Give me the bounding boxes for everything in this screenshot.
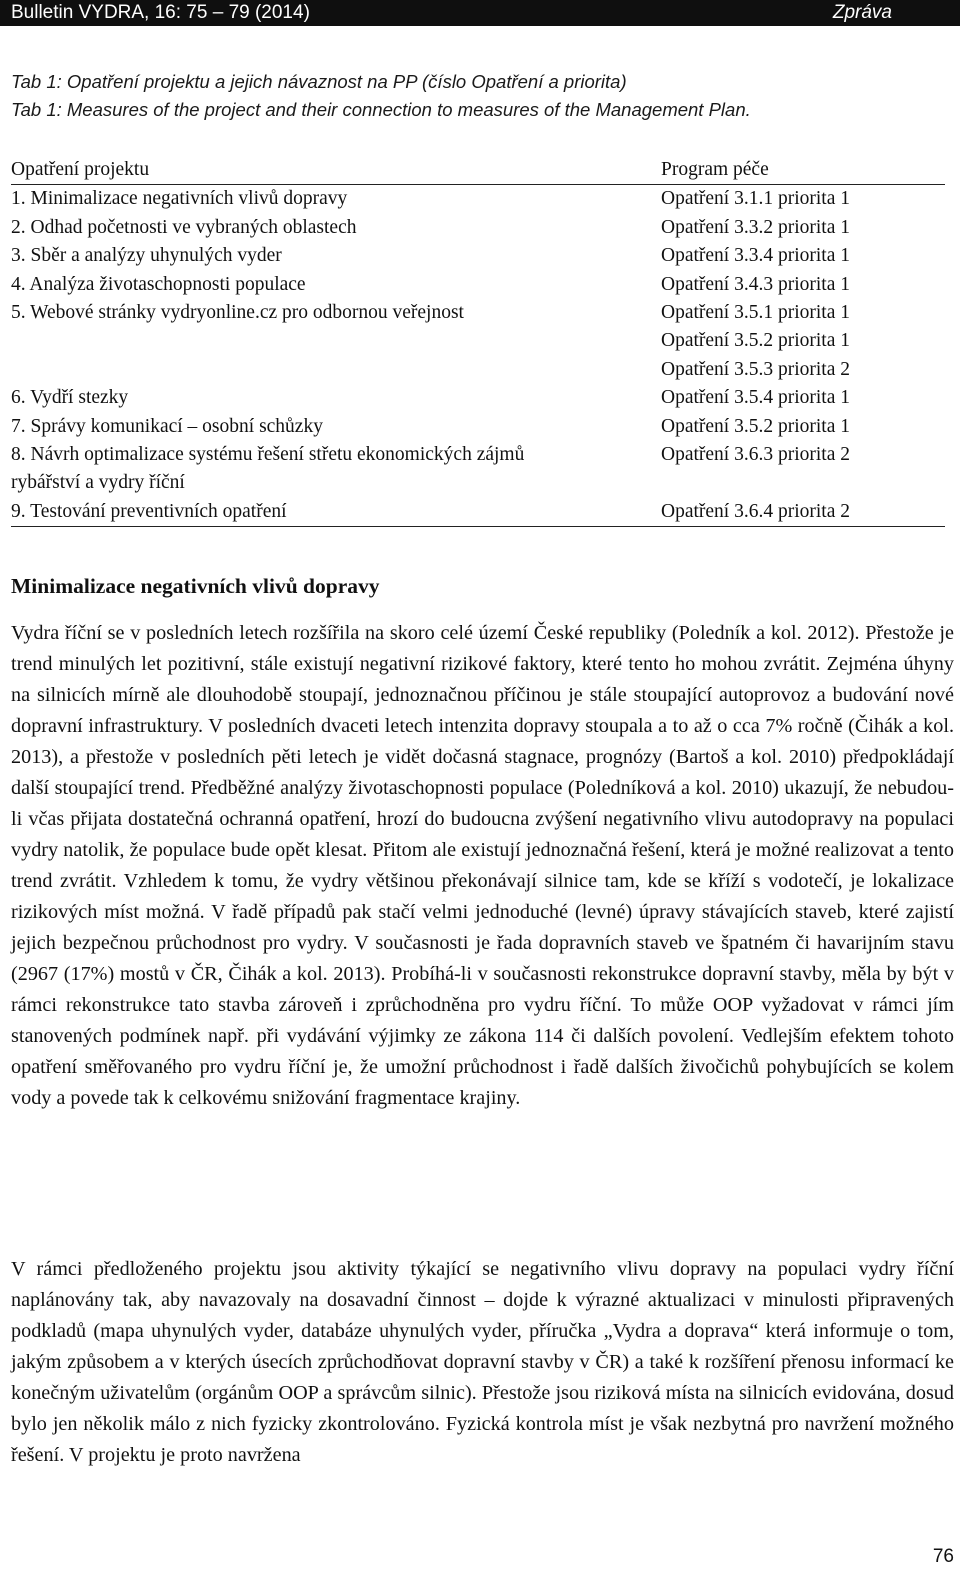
table-row [11,441,945,469]
page-number: 76 [932,1546,954,1567]
table-row [11,214,945,242]
body-paragraph: V rámci předloženého projektu jsou aktivity týkající se negativního vlivu dopravy na populaci vydry říční naplánovány tak, aby navazovaly na dosavadní činnost – dojde k výrazné aktualizaci v minulosti připravených podkladů (mapa uhynulých vyder, databáze uhynulých vyder, příručka „Vydra a doprava“ která informuje o tom, jakým způsobem a v kterých úsecích zprůchodňovat dopravní stavby v ČR) a také k rozšíření přenosu informací ke konečným uživatelům (orgánům OOP a správcům silnic). Přestože jsou riziková místa na silnicích evidována, dosud bylo jen několik málo z nich fyzicky zkontrolováno. Fyzická kontrola míst je však nezbytná pro navržení možného řešení. V projektu je proto navržena [11,1258,954,1466]
measures-table [11,156,945,527]
table-row [11,413,945,441]
table-row [11,384,945,412]
table-header-plan: Program péče [661,159,769,180]
table-cell-plan: Opatření 3.1.1 priorita 1 [661,188,850,210]
body-paragraph: Vydra říční se v posledních letech rozšířila na skoro celé území České republiky (Poledník a kol. 2012). Přestože je trend minulých let pozitivní, stále existují negativní rizikové faktory, které tento ho mohou zvrátit. Zejména úhyny na silnicích mírně ale dlouhodobě stoupají, jednoznačnou příčinou je stále stoupající autoprovoz a budování nové dopravní infrastruktury. V posledních dvaceti letech intenzita dopravy stoupala a to až o cca 7% ročně (Čihák a kol. 2013), a přestože v posledních pěti letech je vidět dočasná stagnace, prognózy (Bartoš a kol. 2010) předpokládají další stoupající trend. Předběžné analýzy životaschopnosti populace (Poledníková a kol. 2010) ukazují, že nebudou-li včas přijata dostatečná ochranná opatření, hrozí do budoucna zvýšení negativního vlivu autodopravy na populaci vydry natolik, že populace bude opět klesat. Přitom ale existují jednoznačná řešení, která je možné realizovat a tento trend zvrátit. Vzhledem k tomu, že vydry většinou překonávají silnice tam, kde se kříží s vodotečí, je lokalizace rizikových míst možná. V řadě případů pak stačí velmi jednoduché (levné) úpravy stávajících staveb, které zajistí jejich bezpečnou průchodnost pro vydry. V současnosti je řada dopravních staveb ve špatném či havarijním stavu (2967 (17%) mostů v ČR, Čihák a kol. 2013). Probíhá-li v současnosti rekonstrukce dopravní stavby, měla by být v rámci rekonstrukce tato stavba zároveň i zprůchodněna pro vydru říční. To může OOP vyžadovat v rámci jím stanovených podmínek např. při vydávání výjimky ze zákona 114 či dalších povolení. Vedlejším efektem tohoto opatření směřovaného pro vydru říční je, že umožní průchodnost i řadě dalších živočichů pohybujících se kolem vody a povede tak k celkovému snižování fragmentace krajiny. [11,622,954,1109]
table-cell-measure: 9. Testování preventivních opatření [11,500,287,522]
table-caption-cz: Tab 1: Opatření projektu a jejich návaznost na PP (číslo Opatření a priorita) [11,71,627,92]
table-cell-measure: rybářství a vydry říční [11,472,185,494]
table-cell-plan: Opatření 3.3.4 priorita 1 [661,245,850,267]
table-cell-measure: 3. Sběr a analýzy uhynulých vyder [11,245,282,267]
table-row [11,185,945,213]
table-row [11,356,945,384]
table-row [11,242,945,270]
table-row [11,299,945,327]
table-caption-en: Tab 1: Measures of the project and their connection to measures of the Management Plan. [11,99,751,120]
table-row [11,469,945,497]
table-header-project: Opatření projektu [11,159,150,180]
section-label: Zpráva [832,2,892,23]
table-row [11,327,945,355]
table-cell-measure: 7. Správy komunikací – osobní schůzky [11,415,323,437]
table-cell-plan: Opatření 3.5.2 priorita 1 [661,330,850,352]
table-cell-measure: 5. Webové stránky vydryonline.cz pro odbornou veřejnost [11,301,464,323]
table-cell-plan: Opatření 3.5.1 priorita 1 [661,301,850,323]
section-title: Minimalizace negativních vlivů dopravy [11,574,380,598]
table-row [11,498,945,527]
table-cell-measure: 4. Analýza životaschopnosti populace [11,273,306,295]
table-header-row [11,156,945,185]
table-cell-plan: Opatření 3.6.4 priorita 2 [661,500,850,522]
table-cell-plan: Opatření 3.4.3 priorita 1 [661,273,850,295]
table-cell-measure: 2. Odhad početnosti ve vybraných oblastech [11,216,357,238]
table-cell-measure: 8. Návrh optimalizace systému řešení střetu ekonomických zájmů [11,443,525,465]
table-cell-plan: Opatření 3.6.3 priorita 2 [661,443,850,465]
table-cell-measure: 6. Vydří stezky [11,387,129,409]
table-cell-plan: Opatření 3.5.3 priorita 2 [661,358,850,380]
page-header [0,0,960,26]
table-cell-plan: Opatření 3.5.4 priorita 1 [661,387,850,409]
journal-citation: Bulletin VYDRA, 16: 75 – 79 (2014) [11,2,310,23]
table-row [11,271,945,299]
table-cell-plan: Opatření 3.5.2 priorita 1 [661,415,850,437]
table-cell-measure: 1. Minimalizace negativních vlivů dopravy [11,188,348,210]
table-cell-plan: Opatření 3.3.2 priorita 1 [661,216,850,238]
